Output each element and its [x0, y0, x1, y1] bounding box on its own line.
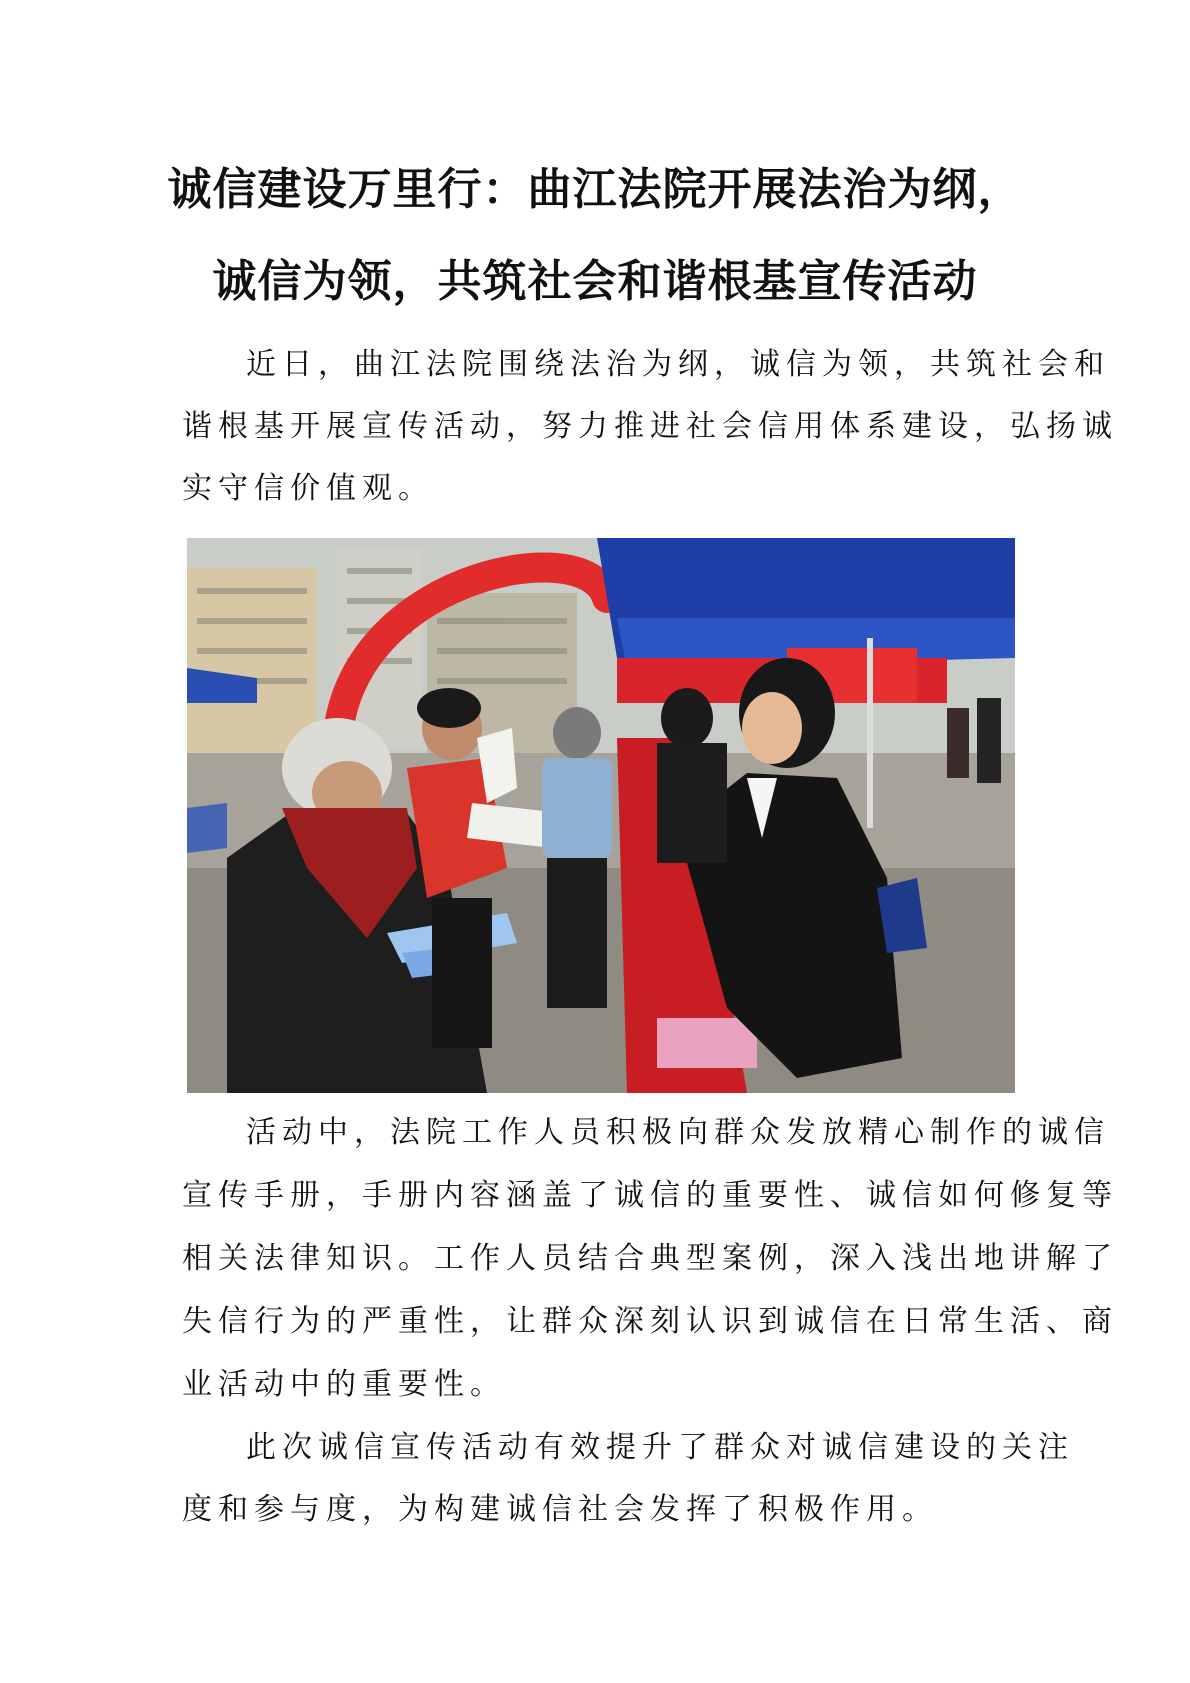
event-photo-illustration: [187, 538, 1015, 1093]
paragraph-line: 谐根基开展宣传活动，努力推进社会信用体系建设，弘扬诚: [182, 409, 1118, 444]
paragraph-line: 度和参与度，为构建诚信社会发挥了积极作用。: [182, 1492, 938, 1527]
paragraph-line: 相关法律知识。工作人员结合典型案例，深入浅出地讲解了: [182, 1241, 1118, 1276]
paragraph-line: 近日，曲江法院围绕法治为纲，诚信为领，共筑社会和: [246, 347, 1110, 382]
article-title-line-1: 诚信建设万里行：曲江法院开展法治为纲，: [167, 164, 1023, 215]
article-title-line-2: 诚信为领，共筑社会和谐根基宣传活动: [212, 256, 978, 307]
paragraph-line: 活动中，法院工作人员积极向群众发放精心制作的诚信: [246, 1115, 1110, 1150]
paragraph-line: 业活动中的重要性。: [182, 1367, 506, 1402]
paragraph-line: 失信行为的严重性，让群众深刻认识到诚信在日常生活、商: [182, 1304, 1118, 1339]
paragraph-line: 此次诚信宣传活动有效提升了群众对诚信建设的关注: [246, 1430, 1074, 1465]
paragraph-line: 实守信价值观。: [182, 471, 434, 506]
paragraph-line: 宣传手册，手册内容涵盖了诚信的重要性、诚信如何修复等: [182, 1178, 1118, 1213]
event-photo: [187, 538, 1015, 1093]
